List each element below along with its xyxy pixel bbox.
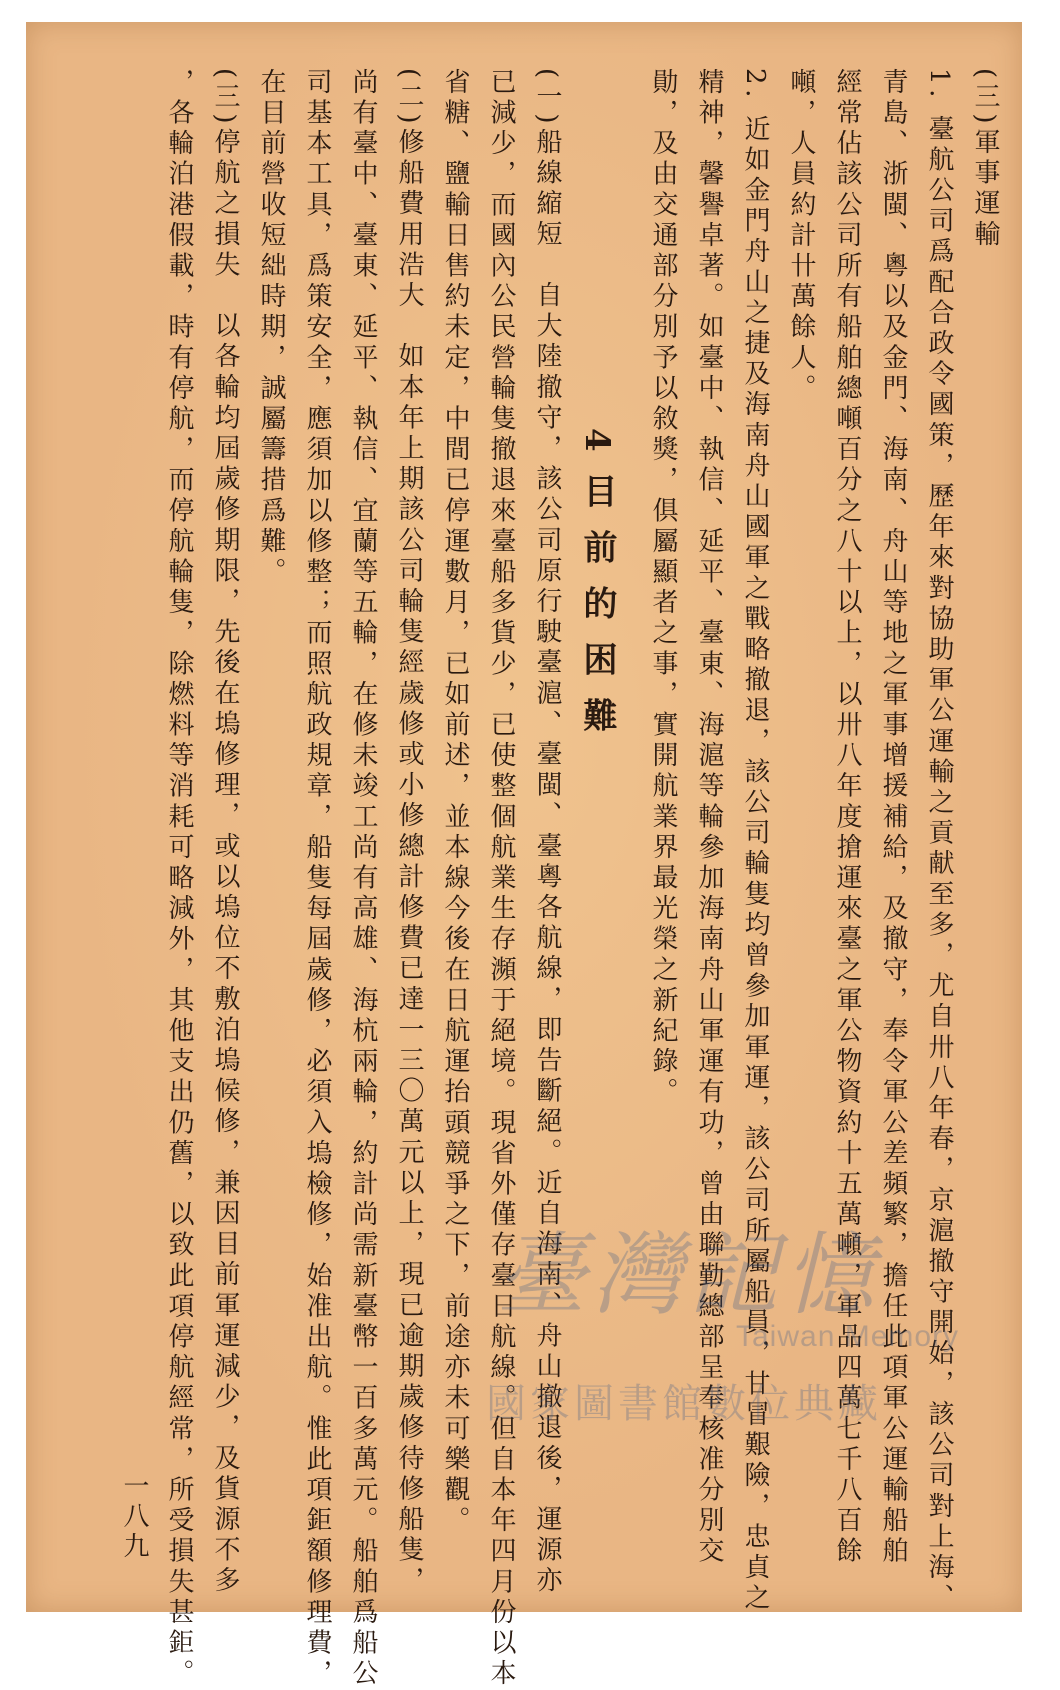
- chapter-title: 4目前的困難: [577, 428, 617, 754]
- text-column: 精神，馨譽卓著。如臺中、執信、延平、臺東、海滬等輪參加海南舟山軍運有功，曾由聯勤總部呈奉核准分別交: [694, 68, 724, 1568]
- watermark-logo: 臺灣記憶: [496, 1223, 880, 1328]
- watermark-chinese: 國家圖書館數位典藏: [486, 1381, 882, 1427]
- text-column: 已減少，而國內公民營輪隻撤退來臺船多貨少，已使整個航業生存瀕于絕境。現省外僅存臺日航線。但自本年四月份以本: [486, 68, 516, 1690]
- text-column: 經常佔該公司所有船舶總噸百分之八十以上，以卅八年度搶運來臺之軍公物資約十五萬噸，軍品四萬七千八百餘: [832, 68, 862, 1568]
- text-column: ，各輪泊港假載，時有停航，而停航輪隻，除燃料等消耗可略減外，其他支出仍舊，以致此項停航經常，所受損失甚鉅。: [164, 68, 194, 1690]
- document-page: [26, 22, 1022, 1690]
- watermark-english: Taiwan Memory: [736, 1320, 960, 1353]
- text-column: 省糖、鹽輸日售約未定，中間已停運數月，已如前述，並本線今後在日航運抬頭競爭之下，前途亦未可樂觀。: [440, 68, 470, 1537]
- text-column: 尚有臺中、臺東、延平、執信、宜蘭等五輪，在修未竣工尚有高雄、海杭兩輪，約計尚需新臺幣一百多萬元。船舶爲船公: [348, 68, 378, 1690]
- watermark: [486, 1202, 986, 1427]
- text-column: 2. 近如金門舟山之捷及海南舟山國軍之戰略撤退，該公司輪隻均曾參加軍運，該公司所屬船員，甘冒艱險，忠貞之: [740, 68, 770, 1615]
- text-column: (二)修船費用浩大 如本年上期該公司輪隻經歲修或小修總計修費已達一三〇萬元以上，現已逾期歲修待修船隻，: [394, 68, 424, 1597]
- text-column: (三)軍事運輸: [970, 68, 1000, 251]
- text-column: 在目前營收短絀時期，誠屬籌措爲難。: [256, 68, 286, 589]
- text-column: 1. 臺航公司爲配合政令國策，歷年來對協助軍公運輸之貢献至多，尤自卅八年春，京滬撤守開始，該公司對上海、: [924, 68, 954, 1615]
- text-column: (三)停航之損失 以各輪均屆歲修期限，先後在塢修理，或以塢位不敷泊塢候修，兼因目前軍運減少，及貨源不多: [210, 68, 240, 1597]
- text-column: 噸，人員約計卄萬餘人。: [786, 68, 816, 405]
- text-column: 司基本工具，爲策安全，應須加以修整；而照航政規章，船隻每屆歲修，必須入塢檢修，始准出航。惟此項鉅額修理費，: [302, 68, 332, 1690]
- text-column: (一)船線縮短 自大陸撤守，該公司原行駛臺滬、臺閩、臺粵各航線，即告斷絕。近自海南、舟山撤退後，運源亦: [532, 68, 562, 1597]
- text-column: 勛，及由交通部分別予以敘獎，俱屬顯者之事，實開航業界最光榮之新紀錄。: [648, 68, 678, 1109]
- page-number: 一八九: [119, 1472, 149, 1562]
- text-column: 青島、浙閩、粵以及金門、海南、舟山等地之軍事增援補給，及撤守，奉令軍公差頻繁，擔任此項軍公運輸船舶: [878, 68, 908, 1568]
